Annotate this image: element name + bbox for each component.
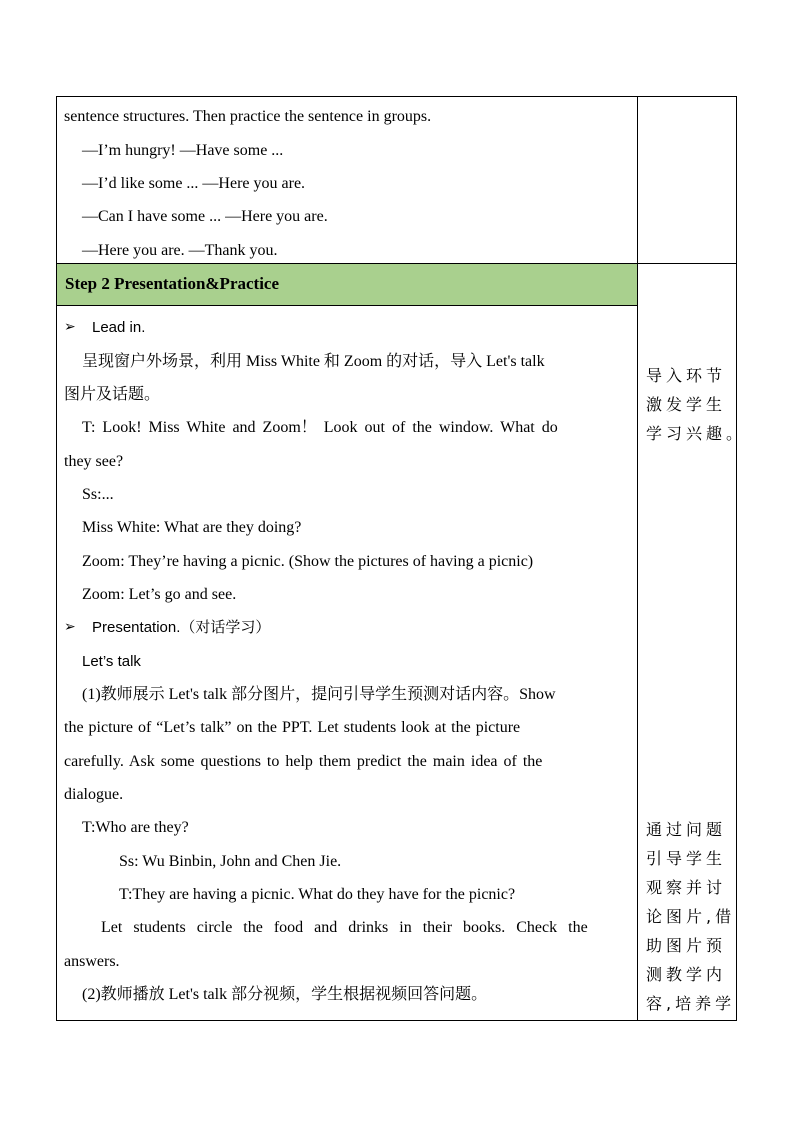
note-line: 激发学生 xyxy=(646,395,727,414)
intro-text: sentence structures. Then practice the sentence in groups. xyxy=(64,108,432,125)
question-line: T:Who are they? xyxy=(82,819,189,836)
paragraph-line: carefully. Ask some questions to help them predict the main idea of the xyxy=(64,753,543,770)
note-line: 论图片,借 xyxy=(646,907,736,926)
note-line: 通过问题 xyxy=(646,820,727,839)
students-line: Ss:... xyxy=(82,486,114,503)
paragraph-line: the picture of “Let’s talk” on the PPT. Let students look at the picture xyxy=(64,719,521,736)
note-line: 助图片预 xyxy=(646,936,727,955)
dialog-line: —I’m hungry! —Have some ... xyxy=(82,142,284,159)
dialog-line: Miss White: What are they doing? xyxy=(82,519,302,536)
step-title: Step 2 Presentation&Practice xyxy=(65,274,280,293)
note-line: 学习兴趣。 xyxy=(646,424,747,443)
dialog-line: —Here you are. —Thank you. xyxy=(82,242,278,259)
paragraph-line: (1)教师展示 Let's talk 部分图片，提问引导学生预测对话内容。Show xyxy=(82,686,556,703)
arrow-bullet-icon: ➢ xyxy=(64,319,76,335)
paragraph-line: Let students circle the food and drinks in their books. Check the xyxy=(101,919,588,936)
teacher-line: they see? xyxy=(64,453,124,470)
presentation-heading: Presentation.（对话学习） xyxy=(92,619,271,636)
teacher-line: T: Look! Miss White and Zoom！ Look out of the window. What do xyxy=(82,419,558,436)
lead-in-text: 呈现窗户外场景，利用 Miss White 和 Zoom 的对话，导入 Let's talk xyxy=(82,353,545,370)
dialog-line: Zoom: They’re having a picnic. (Show the pictures of having a picnic) xyxy=(82,553,534,570)
question-line: T:They are having a picnic. What do they have for the picnic? xyxy=(119,886,516,903)
note-presentation xyxy=(646,815,736,1018)
note-line: 引导学生 xyxy=(646,849,727,868)
lead-in-text: 图片及话题。 xyxy=(64,386,161,403)
lets-talk-heading: Let’s talk xyxy=(82,653,141,670)
paragraph-line: (2)教师播放 Let's talk 部分视频，学生根据视频回答问题。 xyxy=(82,986,488,1003)
note-line: 观察并讨 xyxy=(646,878,727,897)
paragraph-line: dialogue. xyxy=(64,786,124,803)
paragraph-line: answers. xyxy=(64,953,120,970)
lesson-plan-table xyxy=(56,96,747,1021)
dialog-line: Zoom: Let’s go and see. xyxy=(82,586,237,603)
dialog-line: —Can I have some ... —Here you are. xyxy=(82,208,328,225)
answer-line: Ss: Wu Binbin, John and Chen Jie. xyxy=(119,853,342,870)
column-divider xyxy=(637,97,638,1020)
note-lead-in xyxy=(646,361,747,448)
dialog-line: —I’d like some ... —Here you are. xyxy=(82,175,306,192)
note-line: 测教学内 xyxy=(646,965,727,984)
note-line: 导入环节 xyxy=(646,366,727,385)
arrow-bullet-icon: ➢ xyxy=(64,619,76,635)
lead-in-heading: Lead in. xyxy=(92,319,146,336)
row-divider xyxy=(637,263,737,264)
note-line: 容,培养学 xyxy=(646,994,736,1013)
step-header xyxy=(57,263,637,306)
